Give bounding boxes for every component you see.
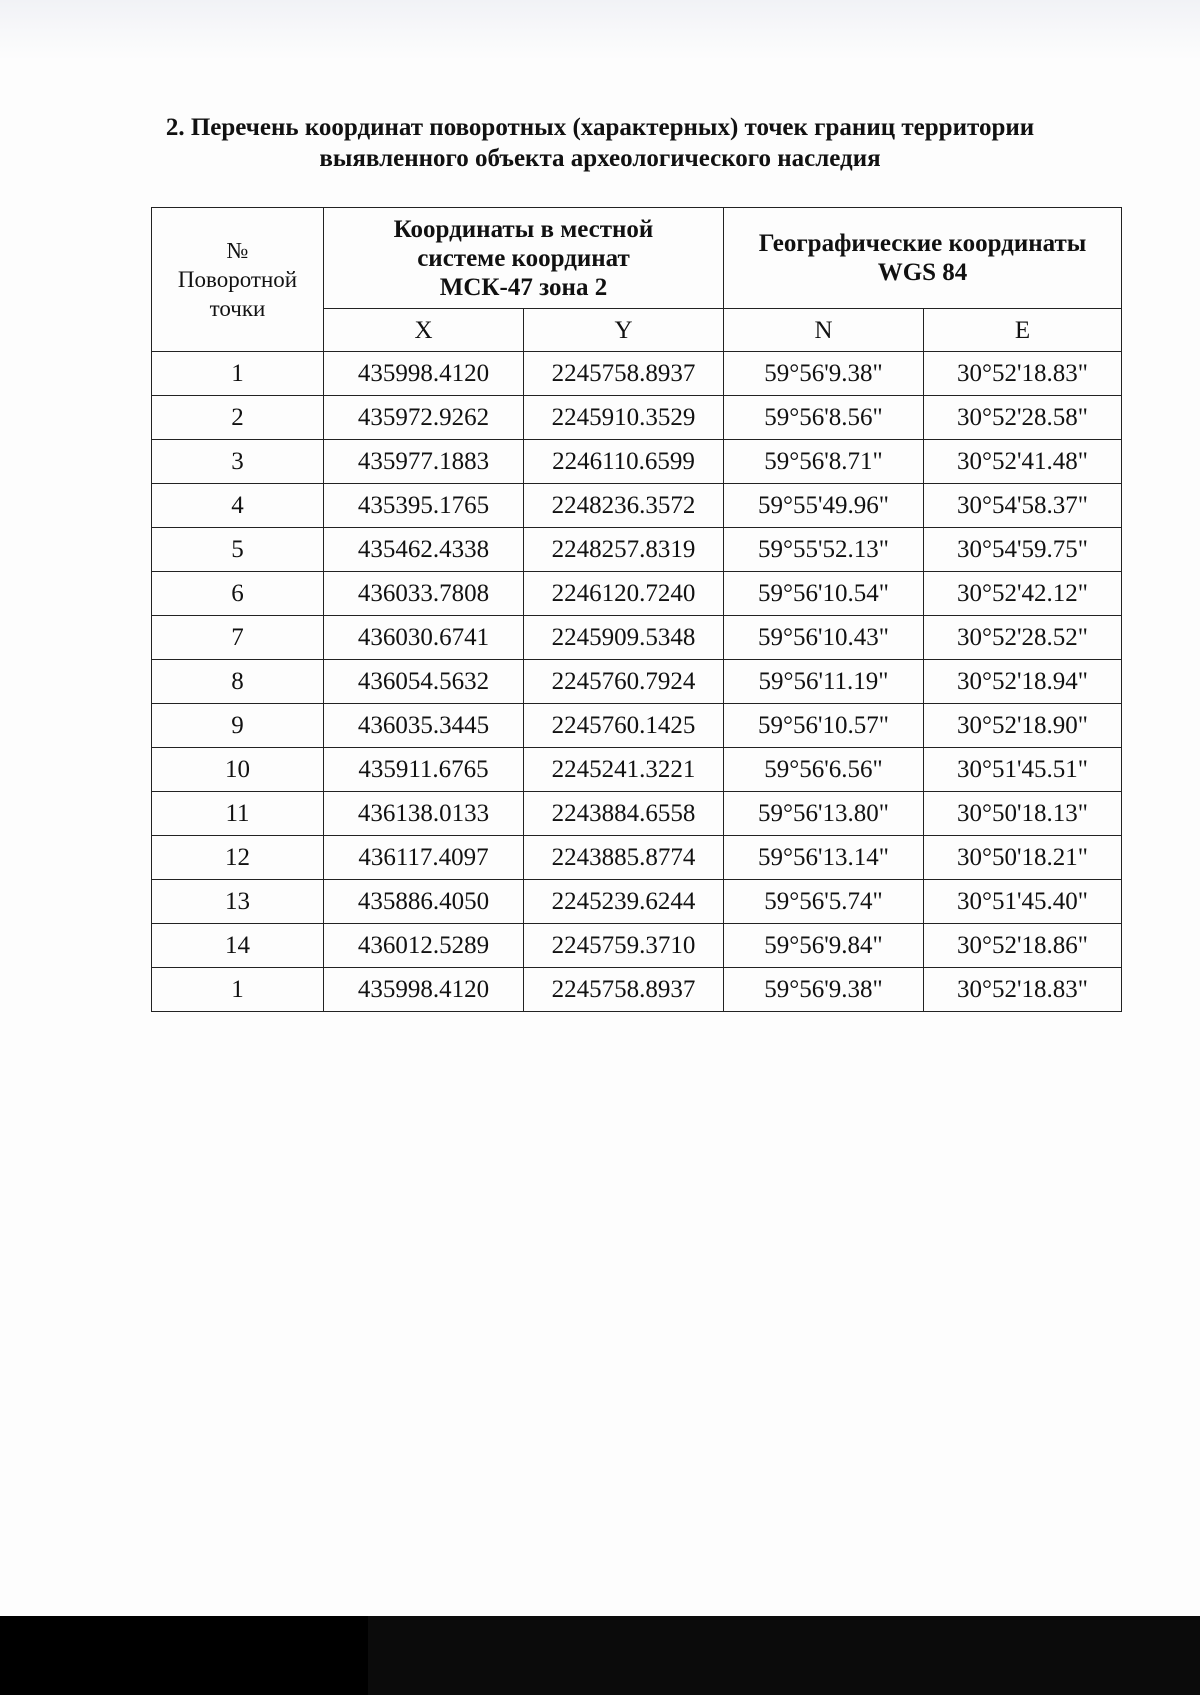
cell-e: 30°52'18.83"	[924, 352, 1122, 396]
scan-shading	[0, 0, 1200, 60]
cell-x: 435998.4120	[324, 968, 524, 1012]
cell-x: 436030.6741	[324, 616, 524, 660]
cell-x: 436054.5632	[324, 660, 524, 704]
cell-point: 7	[152, 616, 324, 660]
header-point-line2: Поворотной	[177, 267, 298, 292]
cell-x: 436138.0133	[324, 792, 524, 836]
coordinates-table	[151, 207, 1122, 1012]
cell-n: 59°56'5.74"	[724, 880, 924, 924]
header-geo-line2: WGS 84	[877, 259, 968, 286]
table-row	[152, 704, 1122, 748]
cell-e: 30°52'42.12"	[924, 572, 1122, 616]
cell-point: 1	[152, 352, 324, 396]
cell-y: 2243884.6558	[524, 792, 724, 836]
table-row	[152, 484, 1122, 528]
scan-bottom-edge-left	[0, 1616, 368, 1695]
cell-y: 2245760.1425	[524, 704, 724, 748]
cell-y: 2245241.3221	[524, 748, 724, 792]
cell-y: 2245758.8937	[524, 968, 724, 1012]
header-local-line3: МСК-47 зона 2	[439, 273, 608, 301]
scan-bottom-edge-right	[368, 1616, 1200, 1695]
document-title	[100, 112, 1100, 174]
table-row	[152, 572, 1122, 616]
cell-point: 10	[152, 748, 324, 792]
header-n: N	[724, 309, 924, 352]
cell-n: 59°56'10.43"	[724, 616, 924, 660]
cell-x: 435977.1883	[324, 440, 524, 484]
cell-y: 2245910.3529	[524, 396, 724, 440]
cell-x: 435886.4050	[324, 880, 524, 924]
cell-y: 2245760.7924	[524, 660, 724, 704]
header-point-line1: №	[226, 238, 249, 263]
cell-y: 2246110.6599	[524, 440, 724, 484]
cell-x: 436012.5289	[324, 924, 524, 968]
cell-n: 59°56'8.71"	[724, 440, 924, 484]
cell-n: 59°56'13.80"	[724, 792, 924, 836]
header-geo-coordinates	[724, 208, 1122, 309]
cell-e: 30°51'45.40"	[924, 880, 1122, 924]
cell-e: 30°52'28.52"	[924, 616, 1122, 660]
cell-y: 2245759.3710	[524, 924, 724, 968]
cell-point: 11	[152, 792, 324, 836]
header-point-number	[152, 208, 324, 352]
cell-e: 30°52'18.83"	[924, 968, 1122, 1012]
cell-n: 59°56'9.84"	[724, 924, 924, 968]
table-header-row	[152, 208, 1122, 309]
cell-e: 30°52'28.58"	[924, 396, 1122, 440]
cell-x: 435972.9262	[324, 396, 524, 440]
cell-x: 436033.7808	[324, 572, 524, 616]
cell-y: 2248236.3572	[524, 484, 724, 528]
table-row	[152, 660, 1122, 704]
header-local-coordinates	[324, 208, 724, 309]
cell-point: 6	[152, 572, 324, 616]
table-row	[152, 352, 1122, 396]
table-row	[152, 396, 1122, 440]
cell-n: 59°56'6.56"	[724, 748, 924, 792]
cell-point: 3	[152, 440, 324, 484]
table-row	[152, 748, 1122, 792]
cell-n: 59°56'11.19"	[724, 660, 924, 704]
cell-n: 59°56'9.38"	[724, 352, 924, 396]
header-e: E	[924, 309, 1122, 352]
cell-point: 12	[152, 836, 324, 880]
cell-x: 436117.4097	[324, 836, 524, 880]
cell-y: 2245758.8937	[524, 352, 724, 396]
cell-x: 436035.3445	[324, 704, 524, 748]
cell-y: 2245239.6244	[524, 880, 724, 924]
cell-e: 30°52'41.48"	[924, 440, 1122, 484]
header-x: X	[324, 309, 524, 352]
header-geo-line1: Географические координаты	[758, 230, 1087, 257]
cell-n: 59°56'10.57"	[724, 704, 924, 748]
cell-e: 30°52'18.86"	[924, 924, 1122, 968]
cell-e: 30°54'58.37"	[924, 484, 1122, 528]
cell-n: 59°56'10.54"	[724, 572, 924, 616]
cell-y: 2246120.7240	[524, 572, 724, 616]
table-row	[152, 616, 1122, 660]
header-y: Y	[524, 309, 724, 352]
cell-point: 13	[152, 880, 324, 924]
cell-e: 30°52'18.90"	[924, 704, 1122, 748]
cell-n: 59°55'49.96"	[724, 484, 924, 528]
cell-e: 30°50'18.13"	[924, 792, 1122, 836]
cell-n: 59°55'52.13"	[724, 528, 924, 572]
header-point-line3: точки	[209, 296, 266, 321]
table-row	[152, 968, 1122, 1012]
cell-x: 435911.6765	[324, 748, 524, 792]
cell-y: 2243885.8774	[524, 836, 724, 880]
cell-e: 30°51'45.51"	[924, 748, 1122, 792]
cell-e: 30°52'18.94"	[924, 660, 1122, 704]
title-line-2: выявленного объекта археологического наследия	[319, 145, 881, 172]
table-row	[152, 880, 1122, 924]
cell-n: 59°56'9.38"	[724, 968, 924, 1012]
cell-n: 59°56'8.56"	[724, 396, 924, 440]
table-row	[152, 440, 1122, 484]
table-row	[152, 924, 1122, 968]
cell-point: 8	[152, 660, 324, 704]
header-local-line2: системе координат	[417, 244, 630, 272]
title-line-1: 2. Перечень координат поворотных (характерных) точек границ территории	[165, 114, 1035, 141]
cell-x: 435462.4338	[324, 528, 524, 572]
table-row	[152, 528, 1122, 572]
cell-n: 59°56'13.14"	[724, 836, 924, 880]
table-row	[152, 792, 1122, 836]
cell-point: 5	[152, 528, 324, 572]
cell-point: 1	[152, 968, 324, 1012]
cell-x: 435998.4120	[324, 352, 524, 396]
table-row	[152, 836, 1122, 880]
cell-point: 2	[152, 396, 324, 440]
cell-point: 9	[152, 704, 324, 748]
cell-y: 2245909.5348	[524, 616, 724, 660]
cell-x: 435395.1765	[324, 484, 524, 528]
cell-e: 30°54'59.75"	[924, 528, 1122, 572]
table-body	[152, 352, 1122, 1012]
scan-bottom-edge	[0, 1616, 1200, 1695]
header-local-line1: Координаты в местной	[393, 215, 654, 243]
cell-point: 14	[152, 924, 324, 968]
cell-e: 30°50'18.21"	[924, 836, 1122, 880]
cell-point: 4	[152, 484, 324, 528]
cell-y: 2248257.8319	[524, 528, 724, 572]
